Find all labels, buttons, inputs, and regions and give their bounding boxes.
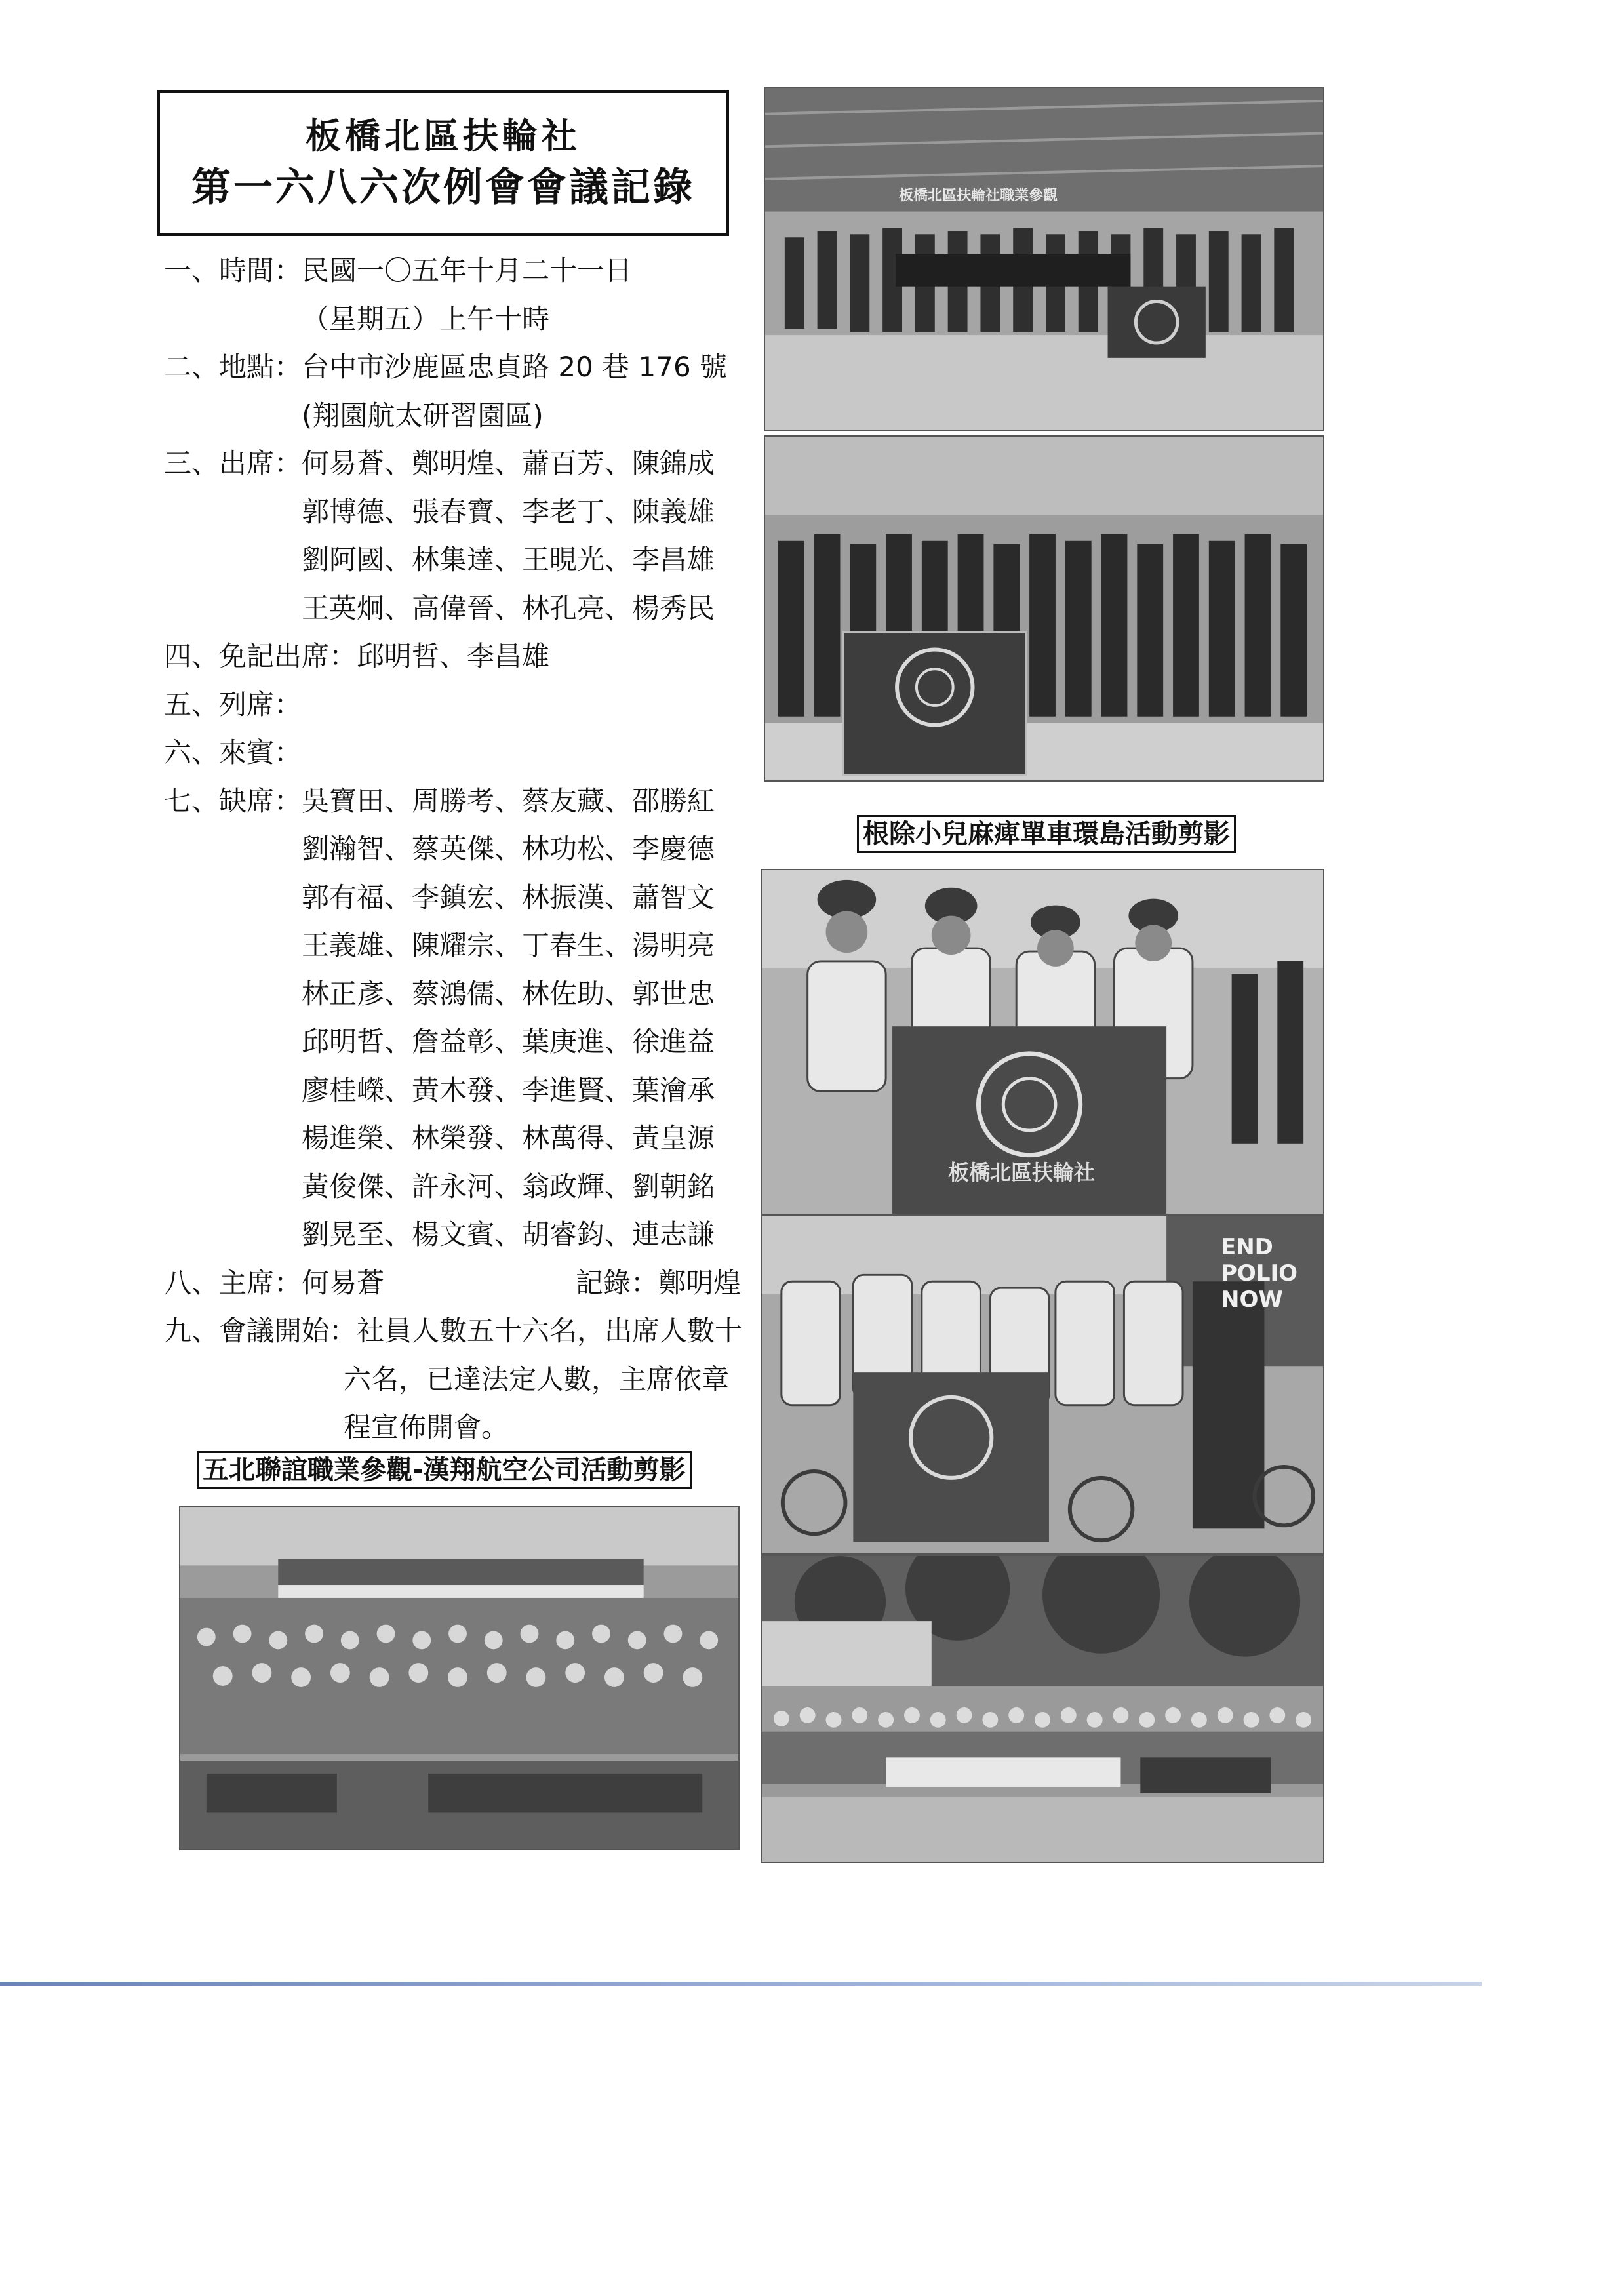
attend-row (164, 488, 741, 536)
page-divider-line (0, 1982, 1482, 1986)
club-name: 板橋北區扶輪社 (306, 115, 581, 157)
meeting-title: 第一六八六次例會會議記錄 (191, 165, 695, 210)
time-label: 一、時間： (164, 254, 302, 287)
absent-line: 劉晃至、楊文賓、胡睿鈞、連志謙 (302, 1218, 715, 1250)
attend-line: 劉阿國、林集達、王晛光、李昌雄 (302, 544, 715, 576)
absent-row (164, 1114, 741, 1163)
banner-visit-text: 板橋北區扶輪社職業參觀 (899, 188, 1058, 204)
start-line: 六名，已達法定人數，主席依章 (344, 1363, 730, 1395)
chair-row (164, 1259, 741, 1307)
time-row (164, 247, 741, 295)
attend-row (164, 439, 741, 488)
start-line: 社員人數五十六名，出席人數十 (357, 1315, 743, 1347)
absent-line: 吳寶田、周勝考、蔡友藏、邵勝紅 (302, 784, 715, 817)
absent-line: 郭有福、李鎮宏、林振漢、蕭智文 (302, 881, 715, 913)
absent-row (164, 970, 741, 1018)
absent-row (164, 921, 741, 970)
absent-line: 楊進榮、林榮發、林萬得、黃皇源 (302, 1122, 715, 1154)
time-value-2: （星期五）上午十時 (302, 302, 550, 335)
time-value: 民國一〇五年十月二十一日 (302, 254, 633, 287)
absent-line: 林正彥、蔡鴻儒、林佐助、郭世忠 (302, 977, 715, 1010)
absent-line: 黃俊傑、許永河、翁政輝、劉朝銘 (302, 1170, 715, 1203)
start-row (164, 1307, 741, 1355)
absent-row (164, 777, 741, 826)
guest-label: 六、來賓： (164, 736, 302, 768)
absent-row (164, 1210, 741, 1259)
time-row-2 (164, 295, 741, 344)
place-label: 二、地點： (164, 351, 302, 383)
observer-row (164, 681, 741, 729)
absent-row (164, 873, 741, 922)
absent-row (164, 1066, 741, 1115)
flag-text-cyclists: 板橋北區扶輪社 (948, 1160, 1096, 1185)
observer-label: 五、列席： (164, 688, 302, 721)
absent-line: 劉瀚智、蔡英傑、林功松、李慶德 (302, 833, 715, 865)
guest-row (164, 728, 741, 777)
photo-conference-hall (179, 1506, 740, 1850)
end-polio-sign: END POLIO NOW (1221, 1234, 1298, 1313)
attend-line: 何易蒼、鄭明煌、蕭百芳、陳錦成 (302, 447, 715, 479)
hangar-group-image (765, 88, 1323, 430)
absent-row (164, 1163, 741, 1211)
chair-value: 何易蒼 (302, 1266, 385, 1299)
photo-hangar-group (764, 87, 1324, 431)
exempt-value: 邱明哲、李昌雄 (357, 640, 550, 672)
attend-row (164, 536, 741, 584)
caption-polio-ride: 根除小兒麻痺單車環島活動剪影 (857, 815, 1236, 853)
minutes-section (164, 247, 741, 1452)
absent-line: 廖桂嶸、黃木發、李進賢、葉澮承 (302, 1073, 715, 1106)
place-value-2: (翔園航太研習園區) (302, 399, 544, 431)
absent-label: 七、缺席： (164, 784, 302, 817)
place-row-2 (164, 391, 741, 440)
document-title-box (157, 90, 729, 236)
place-value: 台中市沙鹿區忠貞路 20 巷 176 號 (302, 351, 728, 383)
conference-hall-image (180, 1507, 738, 1849)
chair-label: 八、主席： (164, 1266, 302, 1299)
place-row (164, 343, 741, 391)
attend-line: 王英炯、高偉晉、林孔亮、楊秀民 (302, 591, 715, 624)
recorder: 記錄：鄭明煌 (575, 1266, 741, 1299)
exempt-label: 四、免記出席： (164, 640, 357, 672)
photo-large-group (761, 1555, 1324, 1863)
hangar-flag-image (765, 437, 1323, 780)
attend-row (164, 584, 741, 633)
attend-label: 三、出席： (164, 447, 302, 479)
caption-visit: 五北聯誼職業參觀-漢翔航空公司活動剪影 (197, 1451, 692, 1489)
large-group-image (762, 1556, 1323, 1862)
attend-line: 郭博德、張春寶、李老丁、陳義雄 (302, 495, 715, 528)
absent-row (164, 825, 741, 873)
absent-line: 邱明哲、詹益彰、葉庚進、徐進益 (302, 1026, 715, 1058)
start-label: 九、會議開始： (164, 1315, 357, 1347)
absent-row (164, 1018, 741, 1066)
start-row (164, 1403, 741, 1452)
start-row (164, 1355, 741, 1404)
photo-hangar-flag (764, 435, 1324, 782)
exempt-row (164, 632, 741, 681)
absent-line: 王義雄、陳耀宗、丁春生、湯明亮 (302, 929, 715, 961)
start-line: 程宣佈開會。 (344, 1411, 509, 1443)
